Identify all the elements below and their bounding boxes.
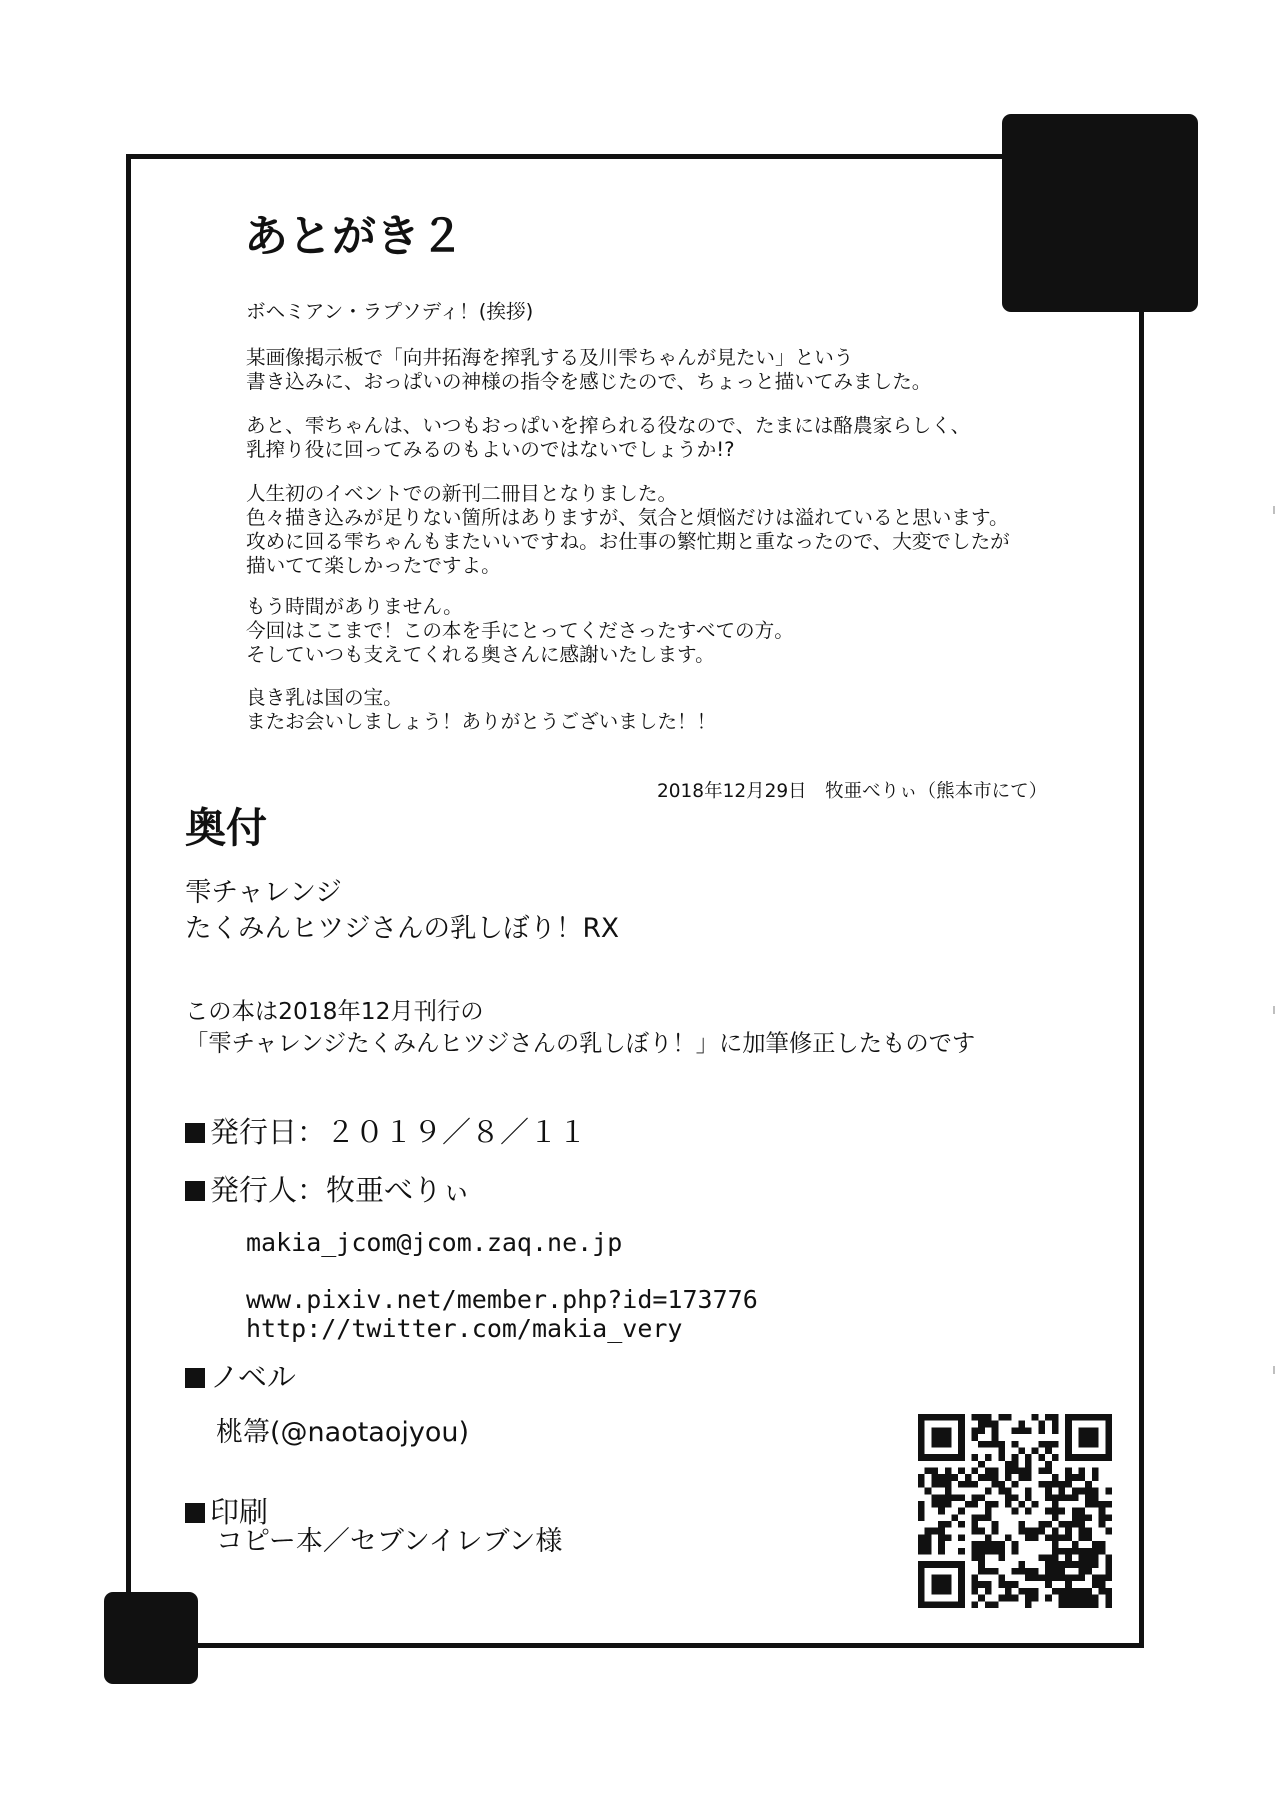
afterword-paragraph: 良き乳は国の宝。 またお会いしましょう！ありがとうございました！！: [246, 686, 717, 733]
bullet-square-icon: [185, 1503, 205, 1523]
colophon-title: 奥付: [185, 804, 267, 852]
afterword-paragraph: もう時間がありません。 今回はここまで！この本を手にとってくださったすべての方。 そしていつも支えてくれる奥さんに感謝いたします。: [246, 595, 794, 666]
bullet-square-icon: [185, 1123, 205, 1143]
pixiv-url: www.pixiv.net/member.php?id=173776: [246, 1285, 758, 1314]
print-field: 印刷: [185, 1496, 268, 1528]
publisher-field: 発行人：牧亜べりぃ: [185, 1170, 471, 1210]
scan-edge-mark: [1273, 506, 1275, 514]
twitter-url: http://twitter.com/makia_very: [246, 1314, 683, 1343]
afterword-date-signature: 2018年12月29日 牧亜べりぃ（熊本市にて）: [657, 781, 1048, 802]
issue-date-field: 発行日：２０１９／８／１１: [185, 1112, 587, 1152]
corner-block-top-right: [1002, 114, 1198, 312]
afterword-paragraph: ボヘミアン・ラプソディ！(挨拶): [246, 300, 534, 323]
book-title: 雫チャレンジ たくみんヒツジさんの乳しぼり！RX: [185, 877, 620, 944]
corner-block-bottom-left: [104, 1592, 198, 1684]
print-value: コピー本／セブンイレブン様: [216, 1526, 563, 1557]
edition-note: この本は2018年12月刊行の 「雫チャレンジたくみんヒツジさんの乳しぼり！」に加筆修正したものです: [185, 998, 976, 1057]
afterword-paragraph: 某画像掲示板で「向井拓海を搾乳する及川雫ちゃんが見たい」という 書き込みに、おっぱいの神様の指令を感じたので、ちょっと描いてみました。: [246, 346, 932, 393]
novel-field: ノベル: [185, 1357, 296, 1397]
qr-code: [918, 1414, 1112, 1608]
contact-urls: [246, 1285, 758, 1343]
afterword-title: あとがき２: [244, 211, 464, 262]
scan-edge-mark: [1273, 1366, 1275, 1374]
afterword-paragraph: あと、雫ちゃんは、いつもおっぱいを搾られる役なので、たまには酪農家らしく、 乳搾り役に回ってみるのもよいのではないでしょうか!?: [246, 414, 971, 461]
bullet-square-icon: [185, 1368, 205, 1388]
bullet-square-icon: [185, 1181, 205, 1201]
novel-author: 桃箒(@naotaojyou): [216, 1417, 470, 1448]
afterword-paragraph: 人生初のイベントでの新刊二冊目となりました。 色々描き込みが足りない箇所はありますが、気合と煩悩だけは溢れていると思います。 攻めに回る雫ちゃんもまたいいですね。お仕事の繁忙期と重なったので、大変でしたが 描いてて楽しかったですよ。: [246, 482, 1010, 577]
contact-email: makia_jcom@jcom.zaq.ne.jp: [246, 1228, 623, 1257]
scan-edge-mark: [1273, 1006, 1275, 1014]
